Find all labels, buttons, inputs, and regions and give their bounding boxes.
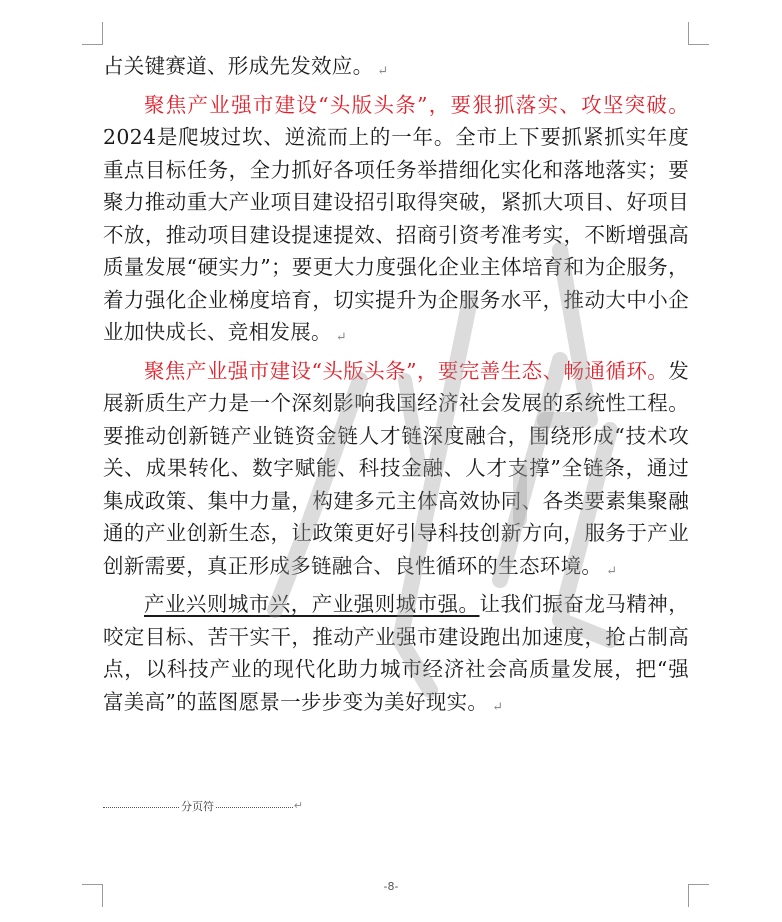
paragraph-1-text: 占关键赛道、形成先发效应。 (103, 54, 374, 78)
paragraph-2-heading: 聚焦产业强市建设“头版头条”，要狠抓落实、攻坚突破。 (144, 92, 689, 117)
paragraph-2-text: 2024是爬坡过坎、逆流而上的一年。全市上下要抓紧抓实年度重点目标任务，全力抓好各项任务举措细化实化和落地落实；要聚力推动重大产业项目建设招引取得突破，紧抓大项目、好项目不放，推动项目建设提速提效、招商引资考准考实，不断增强高质量发展“硬实力”；要更大力度强化企业主体培育和为企服务，着力强化企业梯度培育，切实提升为企服务水平，推动大中小企业加快成长、竞相发展。 (103, 125, 689, 344)
paragraph-mark-icon: ↵ (492, 699, 504, 715)
paragraph-mark-icon: ↵ (606, 563, 618, 579)
paragraph-3[interactable] (103, 355, 689, 589)
paragraph-4-underlined: 产业兴则城市兴，产业强则城市强。 (144, 592, 480, 616)
paragraph-3-heading: 聚焦产业强市建设“头版头条”，要完善生态、畅通循环。 (144, 358, 669, 383)
crop-mark-top-left (82, 22, 103, 45)
page-number: -8- (383, 880, 399, 893)
paragraph-4-text: 让我们振奋龙马精神，咬定目标、苦干实干，推动产业强市建设跑出加速度，抢占制高点，以科技产业的现代化助力城市经济社会高质量发展，把“强富美高”的蓝图愿景一步步变为美好现实。 (103, 592, 689, 714)
page-break[interactable] (103, 798, 303, 814)
paragraph-mark-icon: ↵ (377, 64, 389, 79)
paragraph-1[interactable] (103, 50, 689, 89)
page-break-label: 分页符 (181, 800, 214, 813)
paragraph-4[interactable] (103, 588, 689, 724)
paragraph-mark-icon: ↵ (335, 330, 348, 345)
paragraph-2[interactable] (103, 89, 689, 355)
paragraph-3-text: 发展新质生产力是一个深刻影响我国经济社会发展的系统性工程。要推动创新链产业链资金链人才链深度融合，围绕形成“技术攻关、成果转化、数字赋能、科技金融、人才支撑”全链条，通过集成政策、集中力量，构建多元主体高效协同、各类要素集聚融通的产业创新生态，让政策更好引导科技创新方向，服务于产业创新需要，真正形成多链融合、良性循环的生态环境。 (103, 358, 689, 578)
paragraph-mark-icon: ↵ (293, 799, 303, 812)
crop-mark-top-right (688, 22, 709, 45)
document-body[interactable] (103, 50, 689, 724)
